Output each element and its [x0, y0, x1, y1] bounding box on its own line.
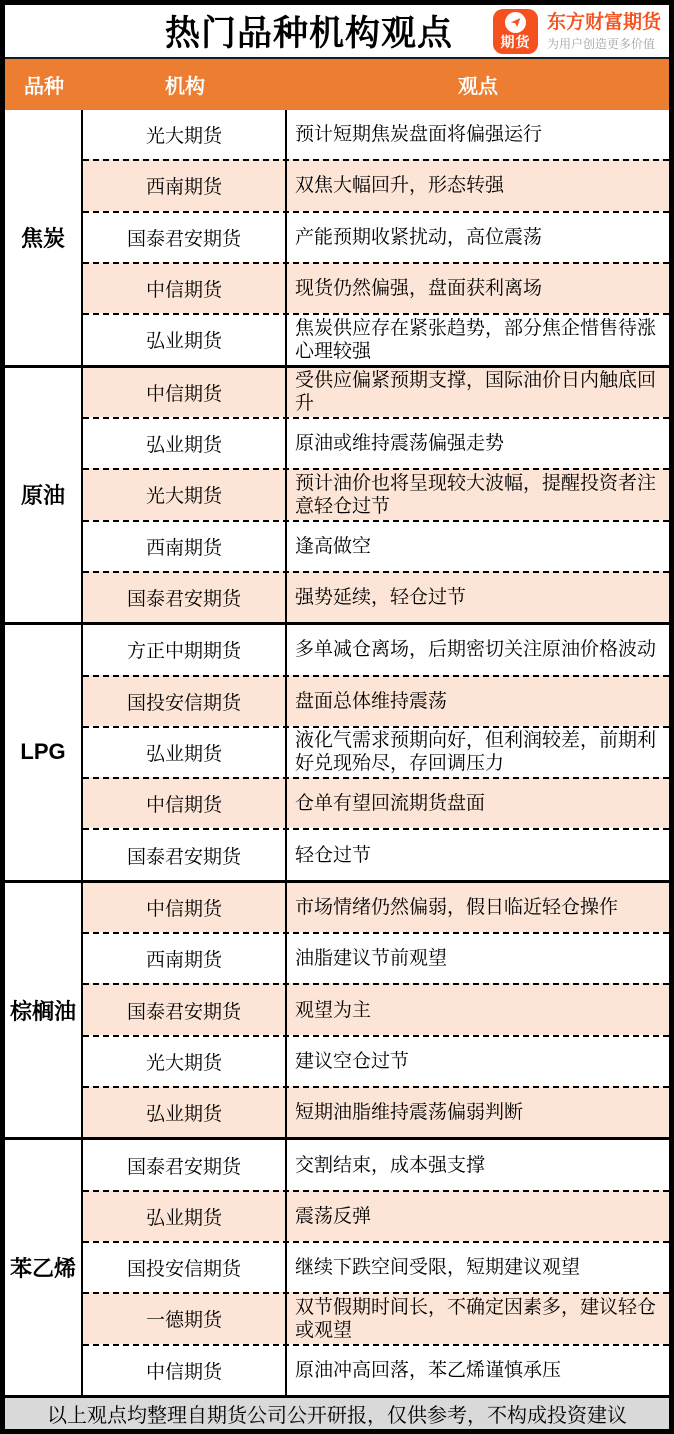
- institution-cell: 弘业期货: [83, 419, 287, 468]
- table-row: [83, 520, 669, 571]
- table-row: [83, 368, 669, 417]
- table-row: [83, 828, 669, 879]
- view-cell: 双焦大幅回升，形态转强: [295, 175, 505, 197]
- app-logo: [493, 9, 538, 54]
- view-cell: 受供应偏紧预期支撑，国际油价日内触底回升: [295, 370, 657, 415]
- institution-cell: 一德期货: [83, 1294, 287, 1343]
- logo-badge-text: 期货: [500, 34, 531, 50]
- view-cell: 预计短期焦炭盘面将偏强运行: [295, 124, 543, 146]
- institution-cell: 国投安信期货: [83, 677, 287, 726]
- table-row: [83, 313, 669, 364]
- institution-cell: 西南期货: [83, 522, 287, 571]
- variety-label: 苯乙烯: [5, 1140, 83, 1395]
- table-row: [83, 1241, 669, 1292]
- table-row: [83, 983, 669, 1034]
- view-cell: 盘面总体维持震荡: [295, 690, 448, 712]
- view-cell: 双节假期时间长，不确定因素多，建议轻仓或观望: [295, 1296, 657, 1341]
- variety-label: 棕榈油: [5, 883, 83, 1138]
- institution-cell: 中信期货: [83, 883, 287, 932]
- table-row: [83, 262, 669, 313]
- variety-label: LPG: [5, 625, 83, 880]
- institution-cell: 光大期货: [83, 1037, 287, 1086]
- table-row: [83, 625, 669, 674]
- view-cell: 焦炭供应存在紧张趋势，部分焦企惜售待涨心理较强: [295, 317, 657, 362]
- variety-group: [5, 110, 669, 365]
- view-cell: 预计油价也将呈现较大波幅，提醒投资者注意轻仓过节: [295, 472, 657, 517]
- disclaimer-footer: 以上观点均整理自期货公司公开研报，仅供参考，不构成投资建议: [5, 1395, 669, 1429]
- group-rows: [83, 368, 669, 623]
- table-row: [83, 159, 669, 210]
- view-cell: 油脂建议节前观望: [295, 948, 448, 970]
- group-rows: [83, 1140, 669, 1395]
- table-row: [83, 571, 669, 622]
- view-cell: 市场情绪仍然偏弱，假日临近轻仓操作: [295, 896, 619, 918]
- view-cell: 产能预期收紧扰动，高位震荡: [295, 226, 543, 248]
- institution-cell: 国泰君安期货: [83, 985, 287, 1034]
- variety-label: 焦炭: [5, 110, 83, 365]
- table-row: [83, 211, 669, 262]
- table-row: [83, 1086, 669, 1137]
- institution-cell: 中信期货: [83, 1346, 287, 1395]
- view-cell: 液化气需求预期向好，但利润较差，前期利好兑现殆尽，存回调压力: [295, 730, 657, 775]
- institution-cell: 国泰君安期货: [83, 213, 287, 262]
- brand-slogan: 为用户创造更多价值: [546, 37, 655, 51]
- table-row: [83, 468, 669, 519]
- view-cell: 原油或维持震荡偏强走势: [295, 433, 505, 455]
- institution-cell: 国投安信期货: [83, 1243, 287, 1292]
- table-row: [83, 1190, 669, 1241]
- table-header-row: [5, 59, 669, 110]
- page-title: 热门品种机构观点: [164, 14, 453, 53]
- institution-cell: 西南期货: [83, 934, 287, 983]
- institution-cell: 中信期货: [83, 779, 287, 828]
- view-cell: 轻仓过节: [295, 844, 372, 866]
- paper-plane-icon: [505, 12, 526, 33]
- institution-cell: 光大期货: [83, 110, 287, 159]
- institution-cell: 中信期货: [83, 368, 287, 417]
- institution-cell: 弘业期货: [83, 1192, 287, 1241]
- table-row: [83, 1344, 669, 1395]
- brand-block: [493, 9, 661, 54]
- institution-cell: 中信期货: [83, 264, 287, 313]
- view-cell: 交割结束，成本强支撑: [295, 1154, 486, 1176]
- institution-cell: 国泰君安期货: [83, 1140, 287, 1189]
- table-row: [83, 777, 669, 828]
- table-body: [5, 110, 669, 1395]
- institution-cell: 国泰君安期货: [83, 573, 287, 622]
- table-row: [83, 110, 669, 159]
- institution-cell: 弘业期货: [83, 1088, 287, 1137]
- view-cell: 短期油脂维持震荡偏弱判断: [295, 1102, 524, 1124]
- institution-cell: 国泰君安期货: [83, 830, 287, 879]
- table-row: [83, 417, 669, 468]
- group-rows: [83, 625, 669, 880]
- column-header-institution: 机构: [165, 76, 205, 98]
- group-rows: [83, 883, 669, 1138]
- view-cell: 观望为主: [295, 999, 372, 1021]
- variety-group: [5, 880, 669, 1138]
- brand-name: 东方财富期货: [546, 12, 661, 33]
- view-cell: 继续下跌空间受限，短期建议观望: [295, 1257, 581, 1279]
- variety-group: [5, 622, 669, 880]
- column-header-variety: 品种: [24, 76, 64, 98]
- table-row: [83, 1140, 669, 1189]
- table-row: [83, 932, 669, 983]
- institution-cell: 光大期货: [83, 470, 287, 519]
- table-row: [83, 1292, 669, 1343]
- variety-group: [5, 1137, 669, 1395]
- variety-label: 原油: [5, 368, 83, 623]
- column-header-view: 观点: [458, 76, 498, 98]
- table-row: [83, 883, 669, 932]
- view-cell: 仓单有望回流期货盘面: [295, 793, 486, 815]
- view-cell: 现货仍然偏强，盘面获利离场: [295, 278, 543, 300]
- institution-cell: 方正中期期货: [83, 625, 287, 674]
- table-row: [83, 726, 669, 777]
- brand-text: [547, 11, 661, 52]
- title-bar: [5, 5, 669, 59]
- view-cell: 原油冲高回落，苯乙烯谨慎承压: [295, 1359, 562, 1381]
- view-cell: 震荡反弹: [295, 1205, 372, 1227]
- table-row: [83, 675, 669, 726]
- group-rows: [83, 110, 669, 365]
- variety-group: [5, 365, 669, 623]
- view-cell: 逢高做空: [295, 535, 372, 557]
- view-cell: 多单减仓离场，后期密切关注原油价格波动: [295, 639, 657, 661]
- institution-cell: 弘业期货: [83, 315, 287, 364]
- table-row: [83, 1035, 669, 1086]
- institution-cell: 弘业期货: [83, 728, 287, 777]
- institution-cell: 西南期货: [83, 161, 287, 210]
- view-cell: 建议空仓过节: [295, 1050, 410, 1072]
- view-cell: 强势延续，轻仓过节: [295, 587, 467, 608]
